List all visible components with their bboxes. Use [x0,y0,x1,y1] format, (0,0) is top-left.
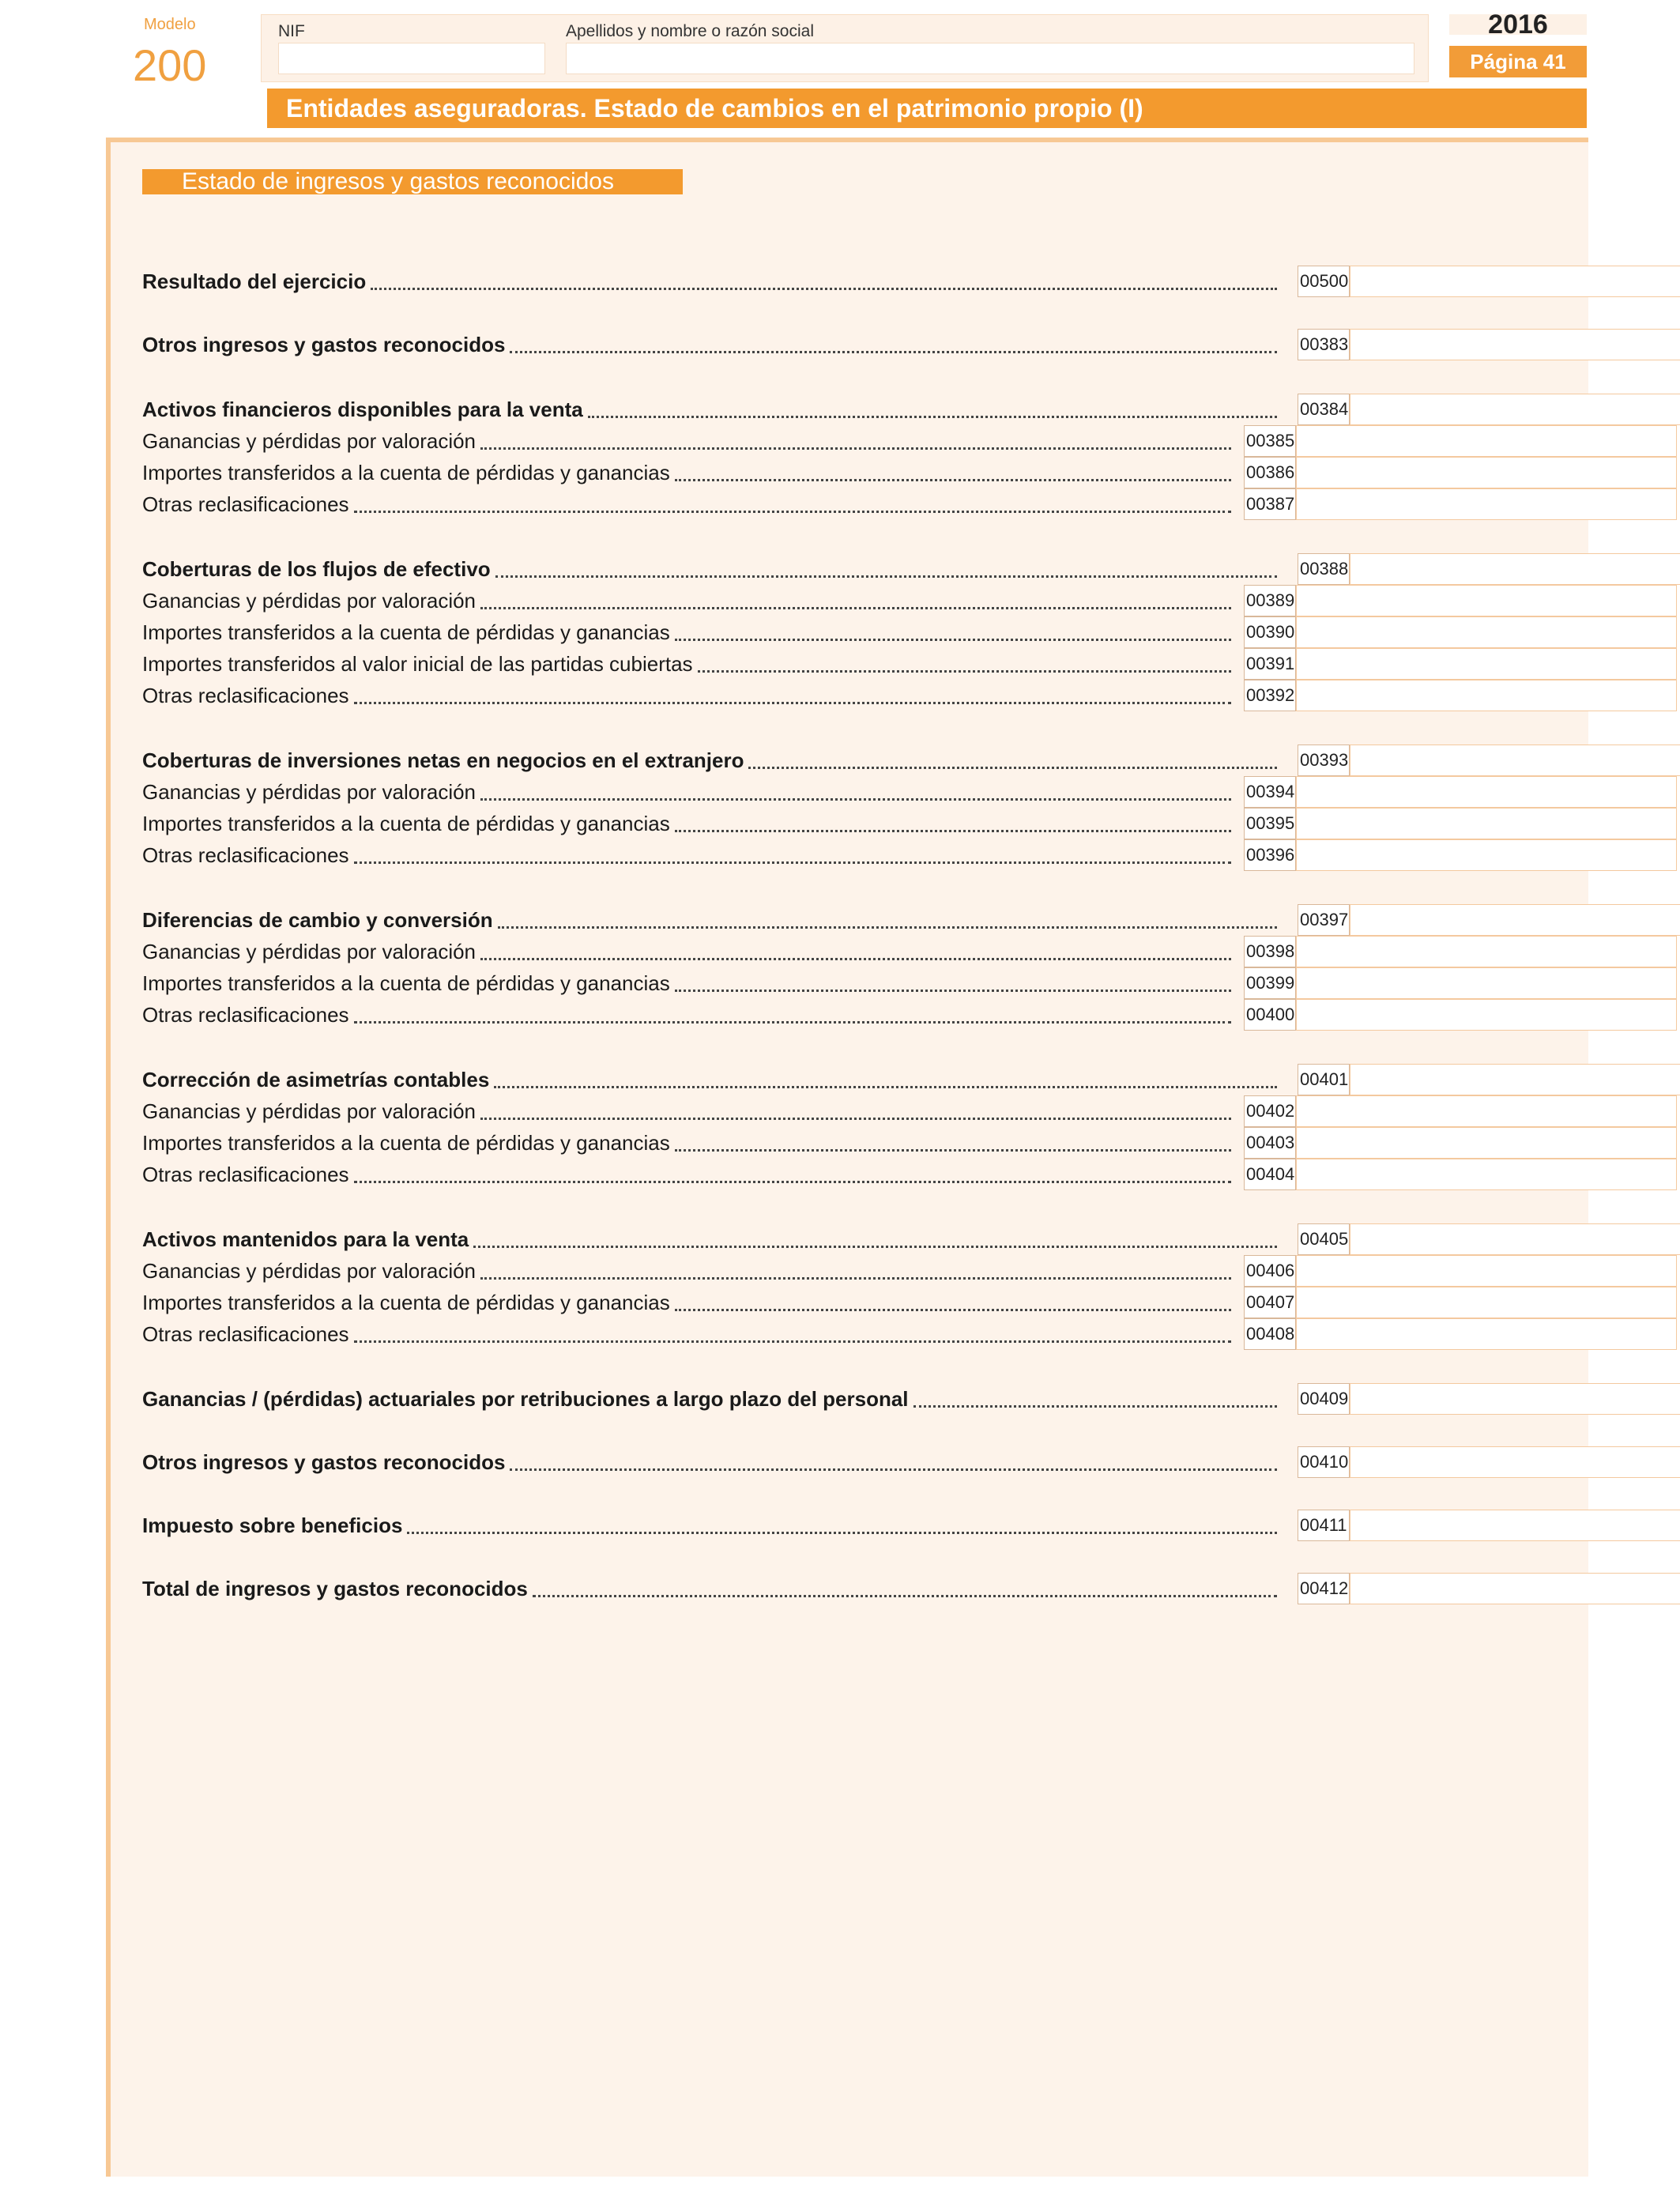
name-label: Apellidos y nombre o razón social [566,22,814,40]
row-label: Importes transferidos a la cuenta de pérdidas y ganancias [142,1132,670,1155]
row-label: Total de ingresos y gastos reconocidos [142,1578,528,1600]
box-code: 00393 [1298,745,1350,776]
box-code: 00408 [1244,1318,1296,1350]
box-code: 00385 [1244,425,1296,457]
row-label: Activos mantenidos para la venta [142,1228,469,1251]
row-label: Otras reclasificaciones [142,844,349,867]
value-field[interactable] [1350,1446,1680,1478]
value-field[interactable] [1296,616,1677,648]
value-field[interactable] [1296,1127,1677,1159]
row-label: Coberturas de inversiones netas en negocios en el extranjero [142,749,744,772]
row-label: Otros ingresos y gastos reconocidos [142,334,506,356]
box-code: 00386 [1244,457,1296,488]
value-field[interactable] [1296,808,1677,839]
box-code: 00500 [1298,266,1350,297]
box-code: 00387 [1244,488,1296,520]
modelo-number: 200 [133,40,207,90]
box-code: 00401 [1298,1064,1350,1095]
value-field[interactable] [1296,457,1677,488]
row-label: Otras reclasificaciones [142,1004,349,1027]
box-code: 00407 [1244,1287,1296,1318]
box-code: 00396 [1244,839,1296,871]
box-code: 00397 [1298,904,1350,936]
row-label: Importes transferidos a la cuenta de pérdidas y ganancias [142,621,670,644]
row-label: Ganancias y pérdidas por valoración [142,430,477,453]
box-code: 00389 [1244,585,1296,616]
row-label: Activos financieros disponibles para la venta [142,398,583,421]
year-label: 2016 [1449,14,1587,35]
row-label: Importes transferidos al valor inicial de las partidas cubiertas [142,653,693,676]
value-field[interactable] [1350,1223,1680,1255]
modelo-label: Modelo [144,16,196,33]
value-field[interactable] [1296,936,1677,967]
value-field[interactable] [1350,553,1680,585]
row-label: Importes transferidos a la cuenta de pérdidas y ganancias [142,1291,670,1314]
row-label: Ganancias y pérdidas por valoración [142,590,477,613]
box-code: 00402 [1244,1095,1296,1127]
row-label: Ganancias y pérdidas por valoración [142,1260,477,1283]
value-field[interactable] [1350,1064,1680,1095]
value-field[interactable] [1350,745,1680,776]
row-label: Resultado del ejercicio [142,270,367,293]
value-field[interactable] [1296,1318,1677,1350]
value-field[interactable] [1296,967,1677,999]
row-label: Otras reclasificaciones [142,493,349,516]
box-code: 00404 [1244,1159,1296,1190]
value-field[interactable] [1296,1287,1677,1318]
name-field[interactable] [566,43,1414,74]
value-field[interactable] [1350,904,1680,936]
box-code: 00410 [1298,1446,1350,1478]
box-code: 00390 [1244,616,1296,648]
nif-field[interactable] [278,43,545,74]
row-label: Ganancias y pérdidas por valoración [142,1100,477,1123]
value-field[interactable] [1350,394,1680,425]
value-field[interactable] [1296,648,1677,680]
row-label: Ganancias y pérdidas por valoración [142,781,477,804]
page-title: Entidades aseguradoras. Estado de cambios en el patrimonio propio (I) [267,89,1587,128]
box-code: 00411 [1298,1510,1350,1541]
page-badge: Página 41 [1449,46,1587,77]
box-code: 00403 [1244,1127,1296,1159]
row-label: Otras reclasificaciones [142,1163,349,1186]
box-code: 00388 [1298,553,1350,585]
value-field[interactable] [1296,776,1677,808]
box-code: 00392 [1244,680,1296,711]
row-label: Otras reclasificaciones [142,684,349,707]
box-code: 00383 [1298,329,1350,360]
box-code: 00405 [1298,1223,1350,1255]
row-label: Otros ingresos y gastos reconocidos [142,1451,506,1474]
row-label: Coberturas de los flujos de efectivo [142,558,491,581]
box-code: 00394 [1244,776,1296,808]
row-label: Diferencias de cambio y conversión [142,909,493,932]
value-field[interactable] [1350,1573,1680,1604]
row-label: Importes transferidos a la cuenta de pérdidas y ganancias [142,462,670,484]
box-code: 00406 [1244,1255,1296,1287]
box-code: 00412 [1298,1573,1350,1604]
row-label: Ganancias / (pérdidas) actuariales por retribuciones a largo plazo del personal [142,1388,909,1411]
row-label: Otras reclasificaciones [142,1323,349,1346]
section-title: Estado de ingresos y gastos reconocidos [142,169,683,194]
box-code: 00384 [1298,394,1350,425]
box-code: 00391 [1244,648,1296,680]
row-label: Ganancias y pérdidas por valoración [142,941,477,963]
value-field[interactable] [1296,585,1677,616]
value-field[interactable] [1296,680,1677,711]
row-label: Corrección de asimetrías contables [142,1069,490,1091]
box-code: 00398 [1244,936,1296,967]
value-field[interactable] [1296,839,1677,871]
row-label: Importes transferidos a la cuenta de pérdidas y ganancias [142,972,670,995]
value-field[interactable] [1350,266,1680,297]
value-field[interactable] [1296,1095,1677,1127]
nif-label: NIF [278,22,305,40]
value-field[interactable] [1296,1159,1677,1190]
value-field[interactable] [1296,999,1677,1031]
value-field[interactable] [1350,1510,1680,1541]
box-code: 00409 [1298,1383,1350,1415]
row-label: Importes transferidos a la cuenta de pérdidas y ganancias [142,812,670,835]
value-field[interactable] [1350,1383,1680,1415]
box-code: 00400 [1244,999,1296,1031]
box-code: 00399 [1244,967,1296,999]
box-code: 00395 [1244,808,1296,839]
value-field[interactable] [1350,329,1680,360]
value-field[interactable] [1296,425,1677,457]
value-field[interactable] [1296,488,1677,520]
value-field[interactable] [1296,1255,1677,1287]
row-label: Impuesto sobre beneficios [142,1514,403,1537]
